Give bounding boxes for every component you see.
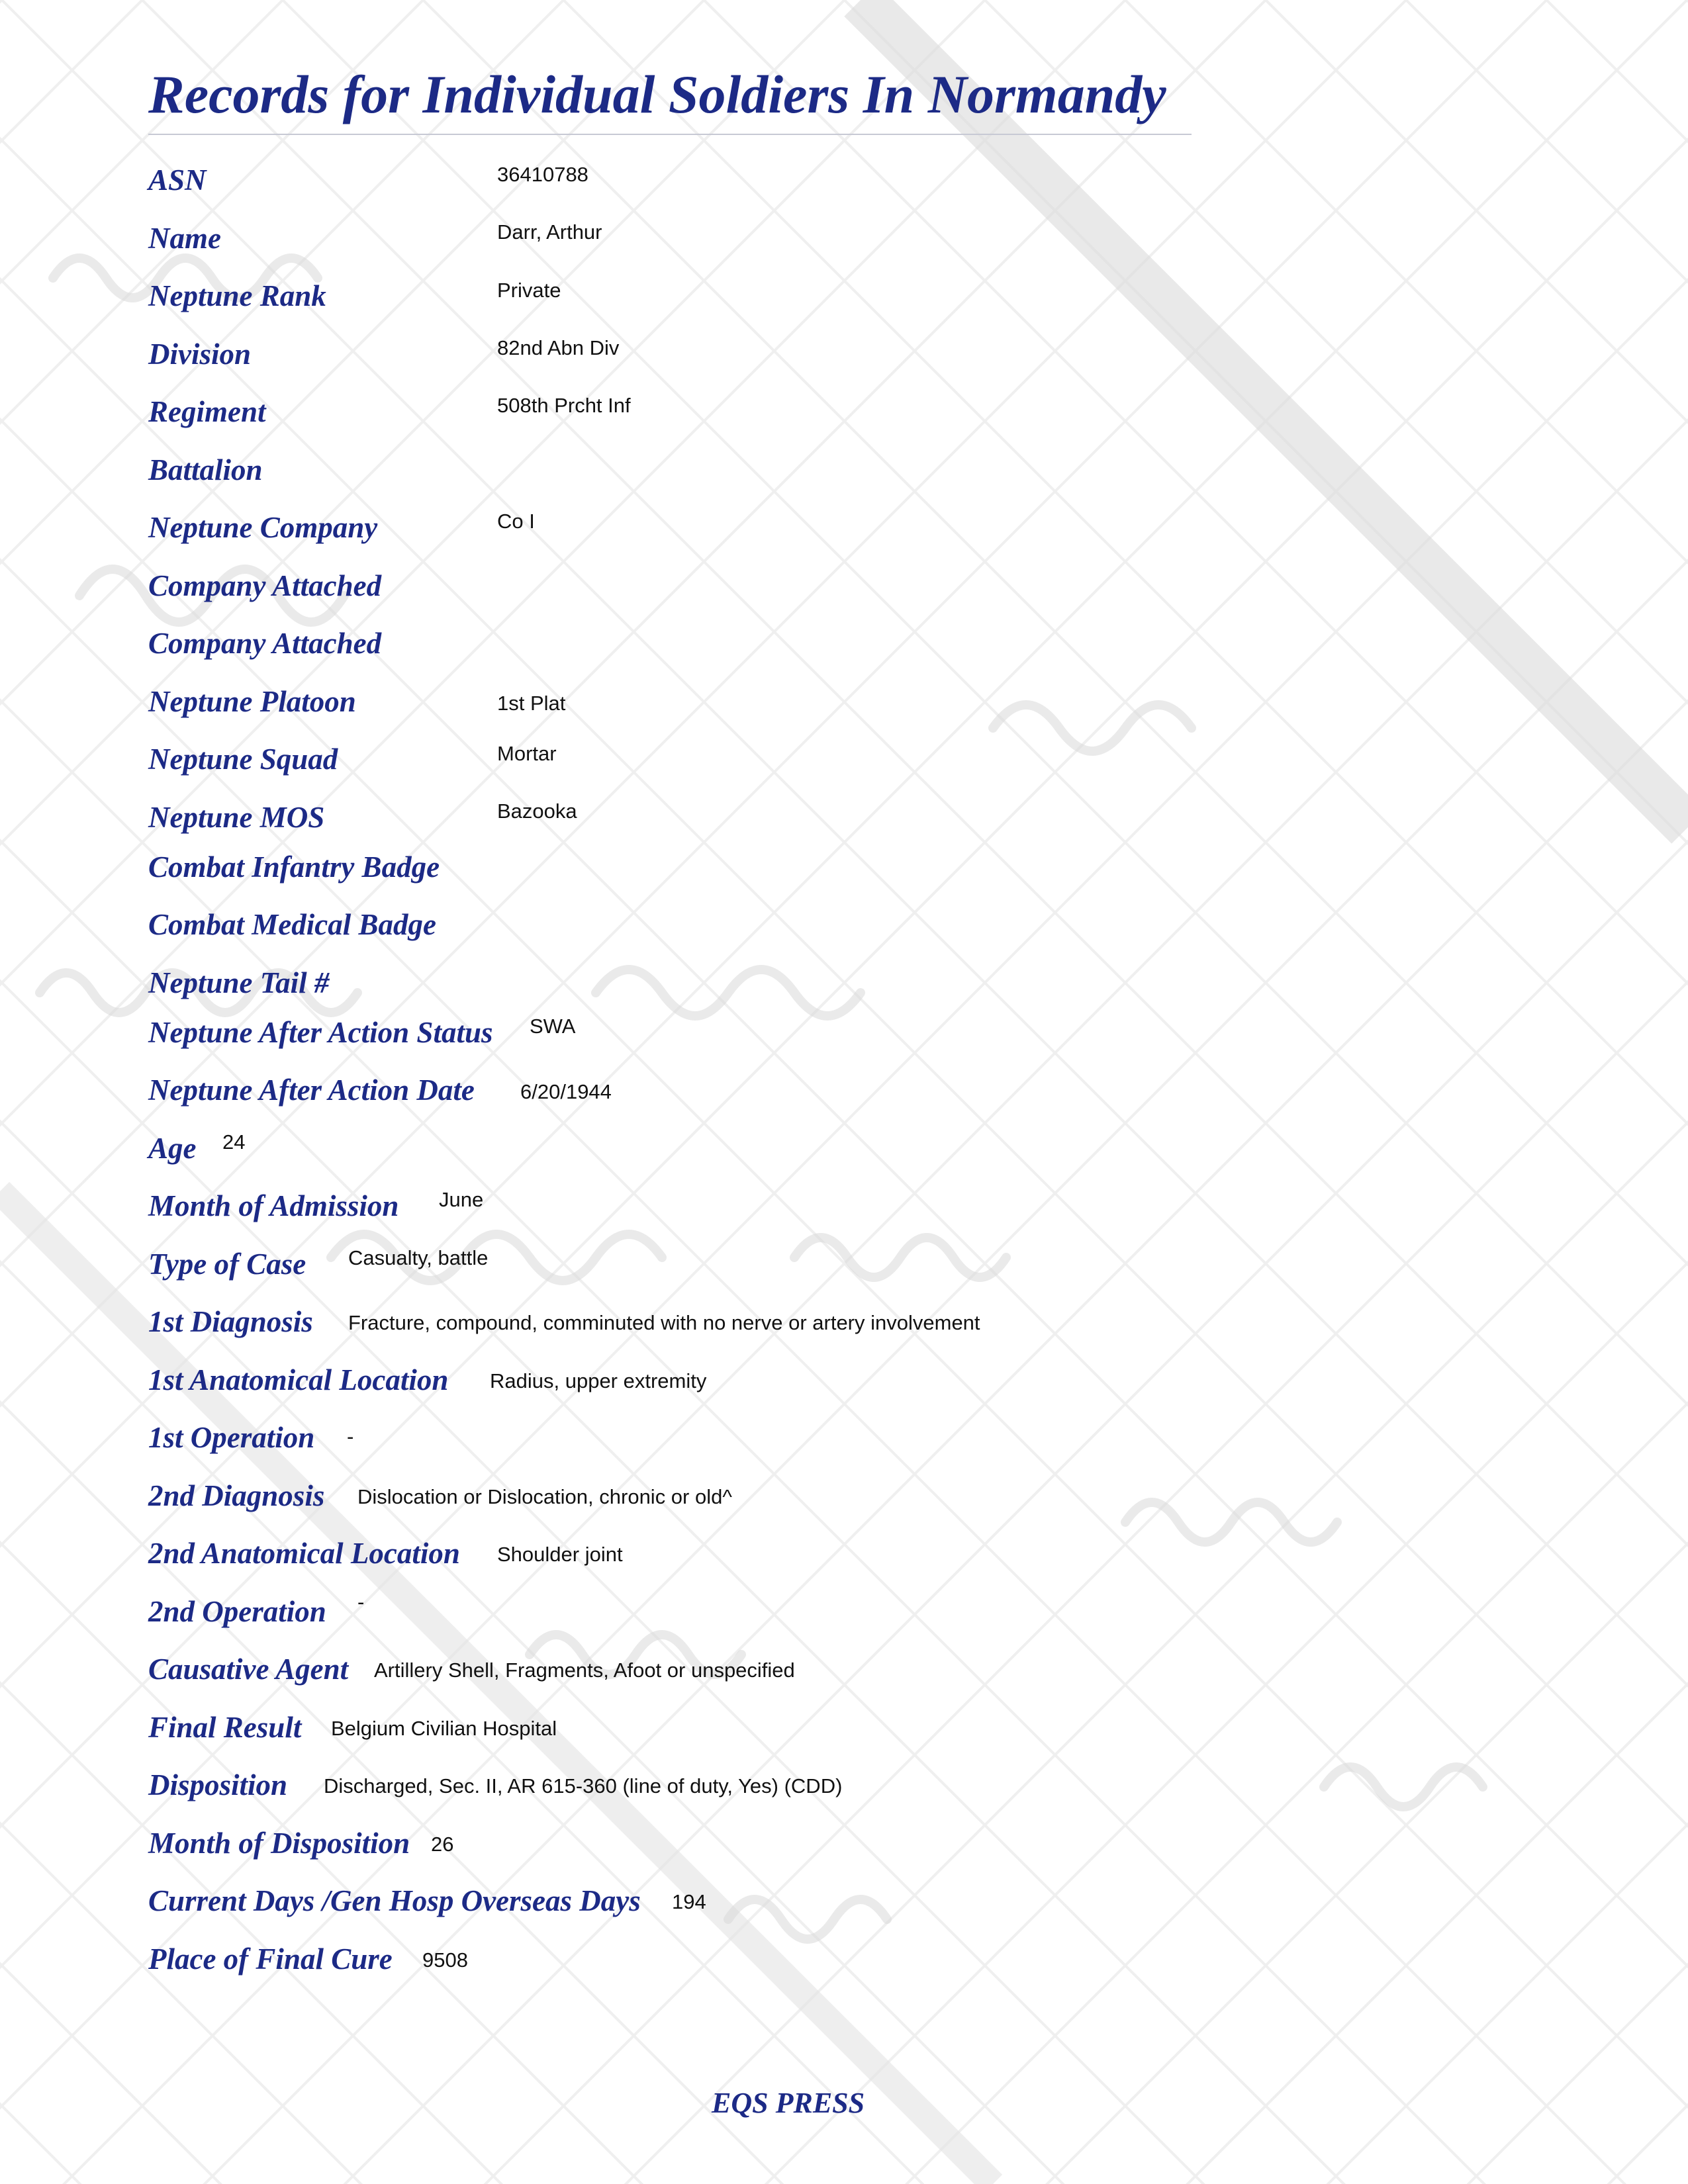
label-neptune-platoon: Neptune Platoon bbox=[148, 685, 356, 718]
value-2nd-operation: - bbox=[357, 1590, 365, 1614]
label-1st-diagnosis: 1st Diagnosis bbox=[148, 1305, 313, 1338]
label-after-action-status: Neptune After Action Status bbox=[148, 1016, 493, 1049]
label-1st-operation: 1st Operation bbox=[148, 1421, 315, 1454]
label-combat-medical-badge: Combat Medical Badge bbox=[148, 908, 436, 941]
label-neptune-mos: Neptune MOS bbox=[148, 801, 325, 834]
label-regiment: Regiment bbox=[148, 395, 266, 428]
label-after-action-date: Neptune After Action Date bbox=[148, 1073, 475, 1107]
label-division: Division bbox=[148, 338, 252, 371]
label-neptune-tail: Neptune Tail # bbox=[148, 966, 330, 999]
value-month-of-admission: June bbox=[439, 1188, 484, 1211]
value-final-result: Belgium Civilian Hospital bbox=[331, 1717, 557, 1740]
value-type-of-case: Casualty, battle bbox=[348, 1246, 489, 1269]
value-2nd-diagnosis: Dislocation or Dislocation, chronic or old^ bbox=[357, 1485, 732, 1508]
value-age: 24 bbox=[222, 1130, 246, 1154]
label-type-of-case: Type of Case bbox=[148, 1248, 306, 1281]
label-2nd-operation: 2nd Operation bbox=[148, 1595, 326, 1628]
value-month-of-disposition: 26 bbox=[431, 1833, 454, 1856]
value-current-days-gen-hosp: 194 bbox=[672, 1890, 706, 1913]
value-2nd-anatomical-location: Shoulder joint bbox=[497, 1543, 623, 1566]
value-name: Darr, Arthur bbox=[497, 220, 602, 244]
value-neptune-platoon: 1st Plat bbox=[497, 692, 566, 715]
label-month-of-disposition: Month of Disposition bbox=[148, 1827, 410, 1860]
value-after-action-date: 6/20/1944 bbox=[520, 1080, 612, 1103]
value-regiment: 508th Prcht Inf bbox=[497, 394, 631, 417]
value-1st-operation: - bbox=[347, 1425, 354, 1448]
label-asn: ASN bbox=[148, 163, 207, 197]
label-neptune-company: Neptune Company bbox=[148, 511, 378, 544]
label-1st-anatomical-location: 1st Anatomical Location bbox=[148, 1363, 449, 1396]
page-title: Records for Individual Soldiers In Normandy bbox=[148, 64, 1166, 124]
label-company-attached-2: Company Attached bbox=[148, 627, 382, 660]
label-company-attached-1: Company Attached bbox=[148, 569, 382, 602]
publisher-footer: EQS PRESS bbox=[712, 2087, 865, 2119]
label-current-days-gen-hosp: Current Days /Gen Hosp Overseas Days bbox=[148, 1884, 641, 1917]
label-name: Name bbox=[148, 222, 221, 255]
value-after-action-status: SWA bbox=[530, 1015, 576, 1038]
value-neptune-company: Co I bbox=[497, 510, 535, 533]
title-divider bbox=[148, 134, 1192, 135]
value-neptune-mos: Bazooka bbox=[497, 799, 577, 823]
value-1st-diagnosis: Fracture, compound, comminuted with no nerve or artery involvement bbox=[348, 1311, 980, 1334]
value-1st-anatomical-location: Radius, upper extremity bbox=[490, 1369, 707, 1392]
label-month-of-admission: Month of Admission bbox=[148, 1189, 399, 1222]
label-battalion: Battalion bbox=[148, 453, 263, 486]
label-causative-agent: Causative Agent bbox=[148, 1653, 349, 1686]
label-2nd-anatomical-location: 2nd Anatomical Location bbox=[148, 1537, 460, 1570]
value-place-of-final-cure: 9508 bbox=[422, 1948, 468, 1972]
value-neptune-squad: Mortar bbox=[497, 742, 557, 765]
label-age: Age bbox=[148, 1132, 197, 1165]
label-neptune-rank: Neptune Rank bbox=[148, 279, 326, 312]
label-disposition: Disposition bbox=[148, 1768, 288, 1801]
value-disposition: Discharged, Sec. II, AR 615-360 (line of duty, Yes) (CDD) bbox=[324, 1774, 843, 1797]
label-final-result: Final Result bbox=[148, 1711, 302, 1744]
value-neptune-rank: Private bbox=[497, 279, 561, 302]
label-combat-infantry-badge: Combat Infantry Badge bbox=[148, 850, 440, 884]
value-asn: 36410788 bbox=[497, 163, 588, 186]
label-place-of-final-cure: Place of Final Cure bbox=[148, 1942, 393, 1976]
label-2nd-diagnosis: 2nd Diagnosis bbox=[148, 1479, 325, 1512]
value-causative-agent: Artillery Shell, Fragments, Afoot or unspecified bbox=[374, 1659, 795, 1682]
label-neptune-squad: Neptune Squad bbox=[148, 743, 338, 776]
value-division: 82nd Abn Div bbox=[497, 336, 620, 359]
